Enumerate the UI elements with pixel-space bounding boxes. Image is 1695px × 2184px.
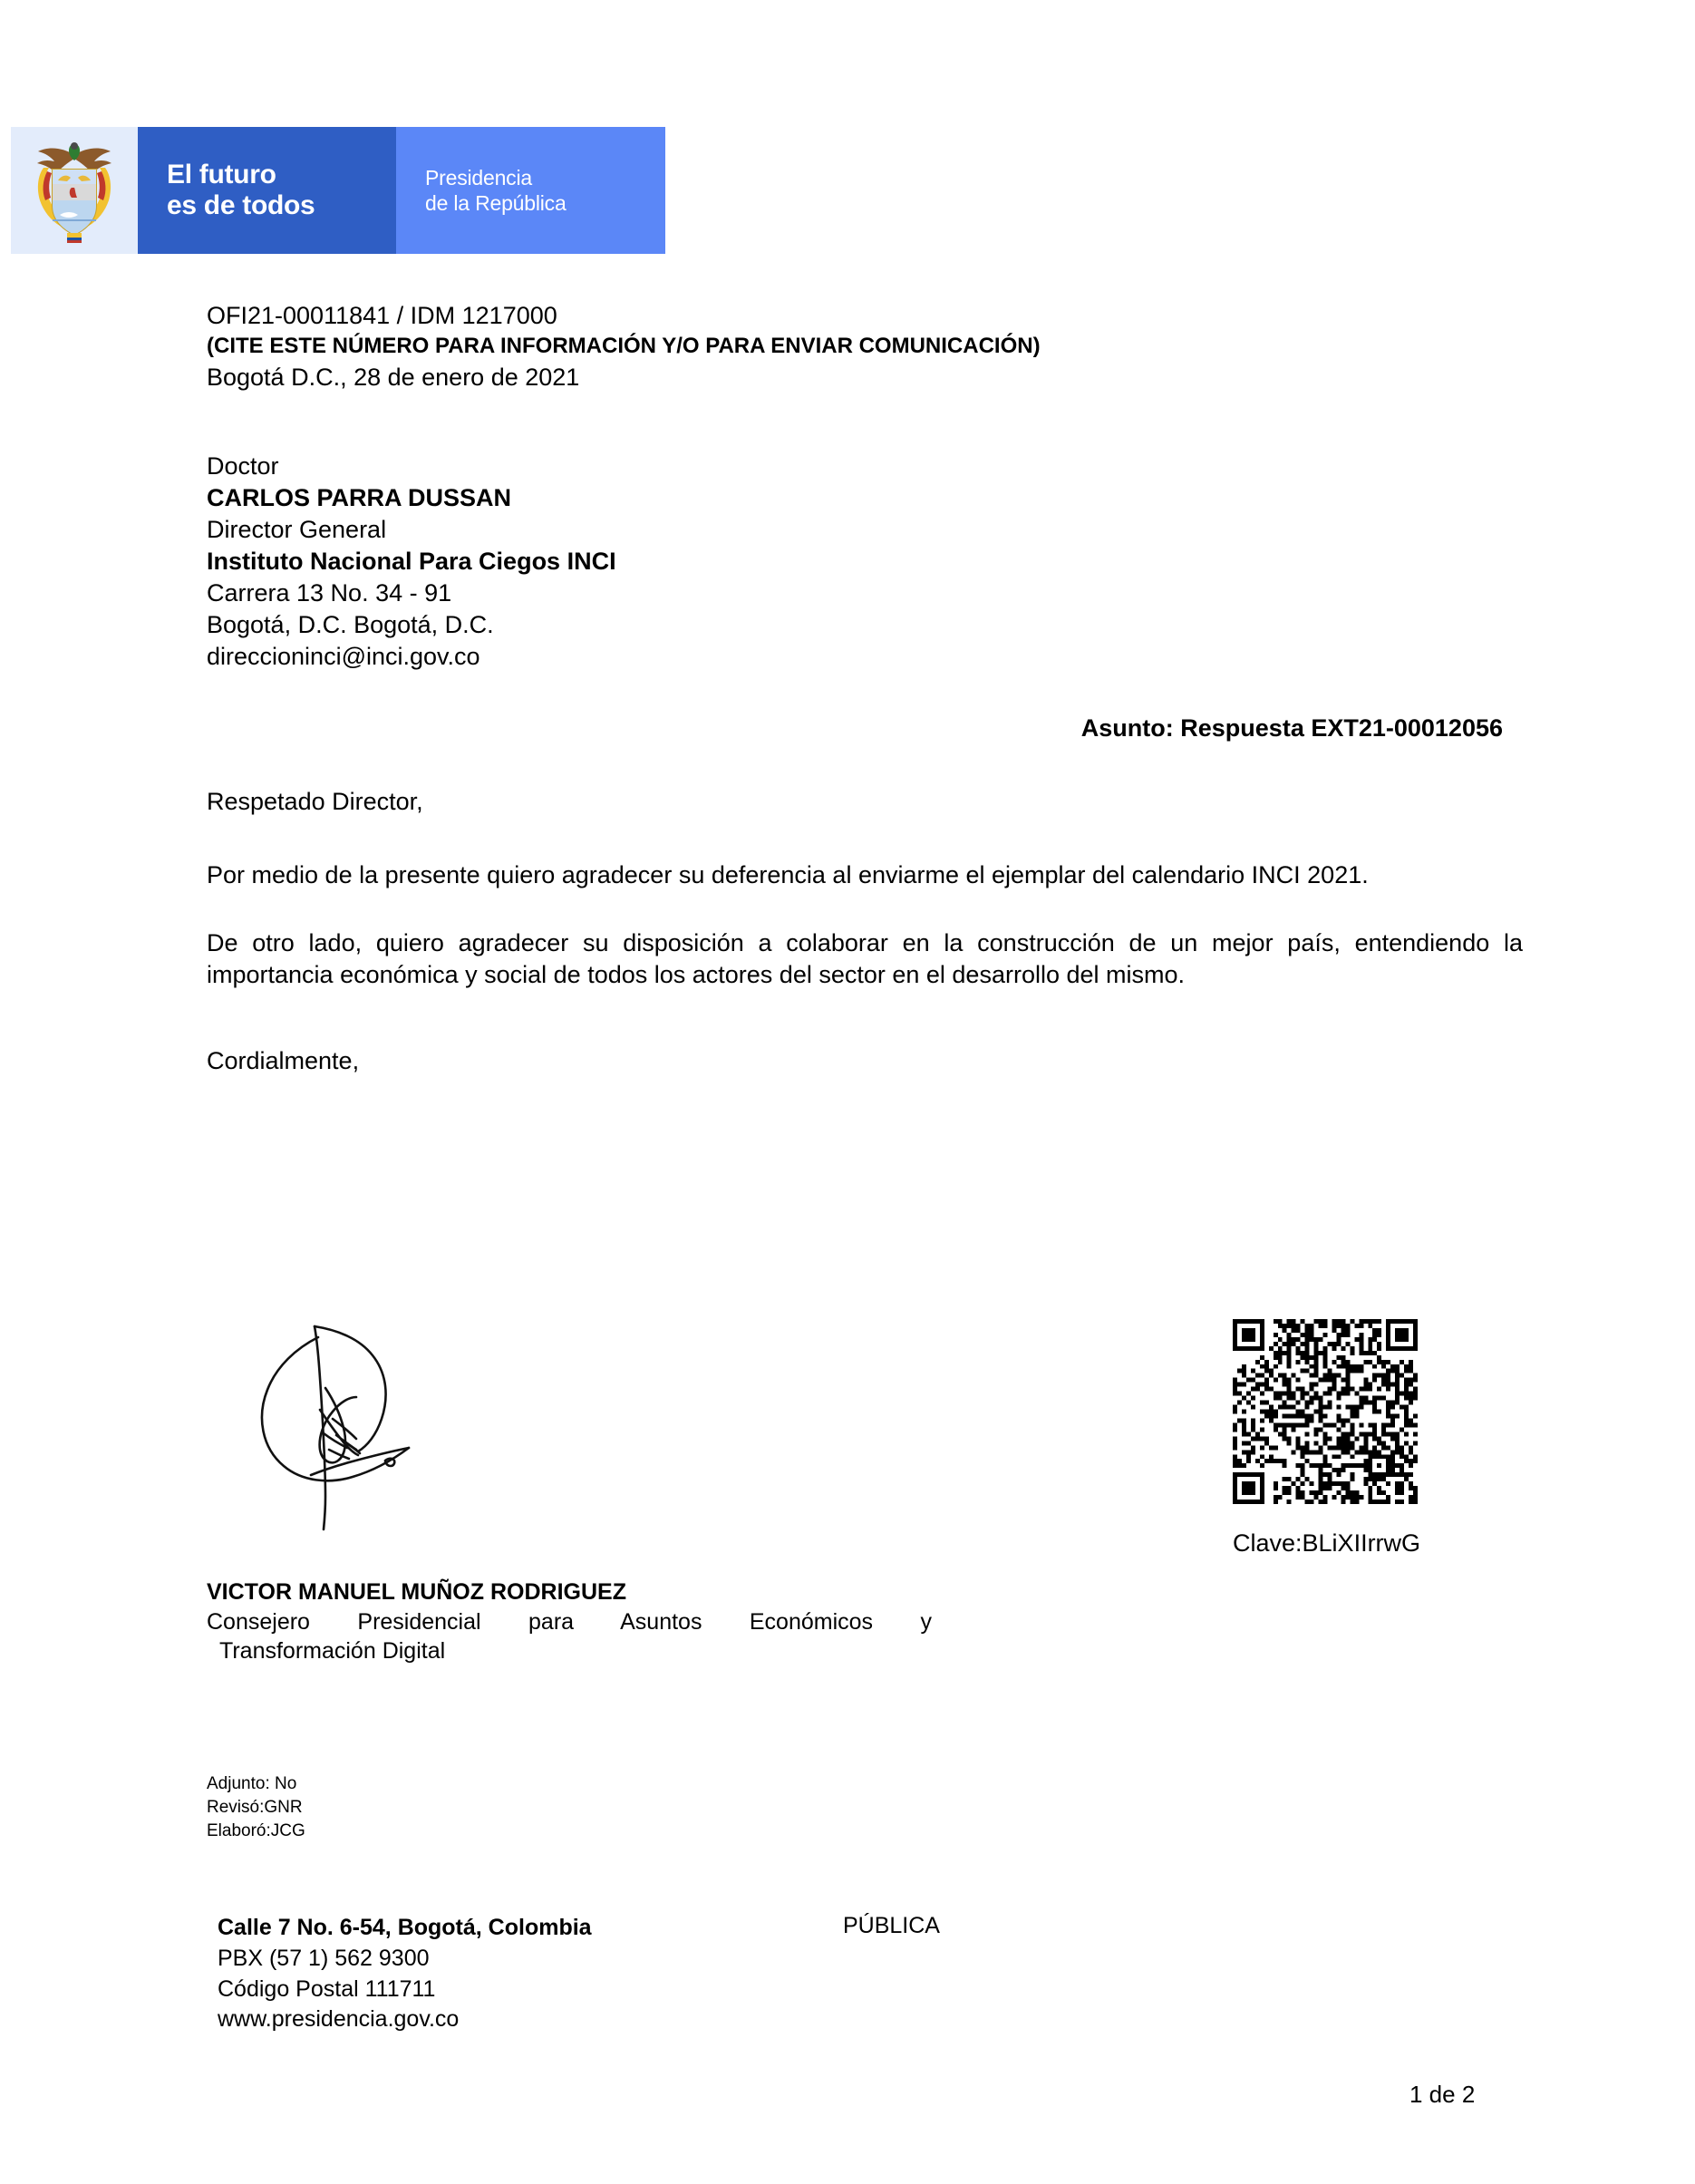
letterhead-banner xyxy=(11,127,665,254)
classification-label: PÚBLICA xyxy=(843,1913,940,1938)
footer-contact-block xyxy=(218,1913,592,2035)
page-number: 1 de 2 xyxy=(1409,2081,1476,2108)
qr-clave-label: Clave:BLiXIIrrwG xyxy=(1233,1529,1421,1557)
note-elaboro: Elaboró:JCG xyxy=(207,1821,305,1841)
footer-website[interactable]: www.presidencia.gov.co xyxy=(218,2006,460,2033)
recipient-block xyxy=(207,451,1523,674)
footer-pbx: PBX (57 1) 562 9300 xyxy=(218,1945,430,1971)
signer-role-line-2: Transformación Digital xyxy=(219,1638,446,1664)
subject-line: Asunto: Respuesta EXT21-00012056 xyxy=(1080,714,1503,743)
entity-line-2: de la República xyxy=(425,191,567,215)
entity-panel xyxy=(396,127,665,254)
footer-address: Calle 7 No. 6-54, Bogotá, Colombia xyxy=(218,1915,592,1940)
recipient-name: CARLOS PARRA DUSSAN xyxy=(207,483,512,511)
slogan-panel xyxy=(138,127,396,254)
colombia-coat-of-arms-icon xyxy=(25,137,123,244)
recipient-title: Doctor xyxy=(207,451,279,480)
paragraph-1: Por medio de la presente quiero agradecer su deferencia al enviarme el ejemplar del calendario INCI 2021. xyxy=(207,861,1369,889)
slogan-line-1: El futuro xyxy=(167,160,276,190)
handwritten-signature-icon xyxy=(231,1283,485,1537)
entity-line-1: Presidencia xyxy=(425,165,532,189)
slogan-line-2: es de todos xyxy=(167,190,315,220)
paragraph-2: De otro lado, quiero agradecer su disposición a colaborar en la construcción de un mejor país, entendiendo la importancia económica y social de todos los actores del sector en el desarrollo del mismo. xyxy=(207,929,1523,989)
recipient-address: Carrera 13 No. 34 - 91 xyxy=(207,578,452,607)
recipient-position: Director General xyxy=(207,515,387,543)
salutation: Respetado Director, xyxy=(207,788,423,816)
note-adjunto: Adjunto: No xyxy=(207,1774,297,1793)
closing-line: Cordialmente, xyxy=(207,1047,360,1075)
qr-section xyxy=(1233,1319,1421,1558)
recipient-city: Bogotá, D.C. Bogotá, D.C. xyxy=(207,610,494,638)
qr-code-icon[interactable] xyxy=(1233,1319,1418,1504)
recipient-organization: Instituto Nacional Para Ciegos INCI xyxy=(207,547,616,575)
coat-of-arms-panel xyxy=(11,127,138,254)
reference-place-date: Bogotá D.C., 28 de enero de 2021 xyxy=(207,364,580,392)
reference-block xyxy=(207,299,1523,394)
signer-block xyxy=(207,1577,932,1666)
recipient-email[interactable]: direccioninci@inci.gov.co xyxy=(207,643,480,671)
signer-name: VICTOR MANUEL MUÑOZ RODRIGUEZ xyxy=(207,1579,626,1605)
signer-role-line-1: Consejero Presidencial para Asuntos Económicos y xyxy=(207,1608,932,1635)
letter-body xyxy=(207,299,1523,1075)
reference-number: OFI21-00011841 / IDM 1217000 xyxy=(207,302,557,329)
note-reviso: Revisó:GNR xyxy=(207,1798,303,1818)
footer-postal-code: Código Postal 111711 xyxy=(218,1975,436,2002)
document-notes xyxy=(207,1772,305,1844)
reference-cite-note: (CITE ESTE NÚMERO PARA INFORMACIÓN Y/O PARA ENVIAR COMUNICACIÓN) xyxy=(207,334,1041,359)
